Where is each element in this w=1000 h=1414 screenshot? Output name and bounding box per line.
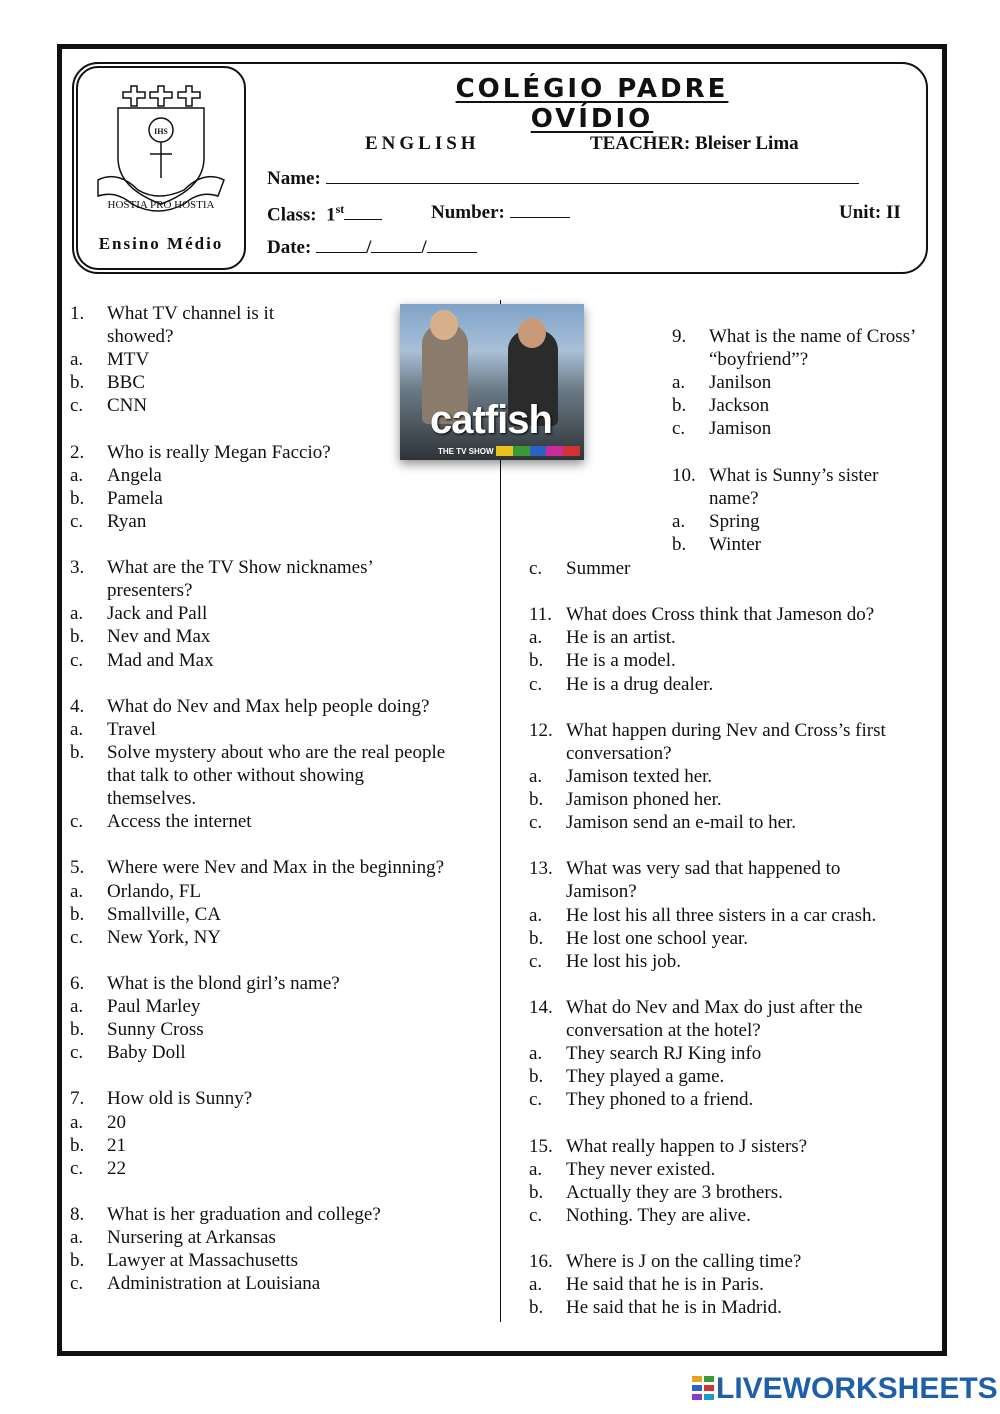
option-letter: a. <box>529 904 543 926</box>
option-letter: b. <box>70 487 85 509</box>
option-text: Smallville, CA <box>107 903 221 925</box>
unit-label: Unit: II <box>839 202 901 223</box>
option-text: that talk to other without showing <box>107 765 365 786</box>
question-number: 10. <box>672 464 696 486</box>
option-letter: b. <box>70 903 85 925</box>
question-text: What do Nev and Max help people doing? <box>107 695 430 717</box>
question-number: 16. <box>529 1251 553 1272</box>
class-row: Class: 1st <box>267 202 382 226</box>
question-text: What are the TV Show nicknames’ <box>107 557 374 579</box>
option-letter: c. <box>529 558 543 579</box>
question-text: What is Sunny’s sister <box>709 464 879 486</box>
name-field[interactable] <box>326 183 859 184</box>
option-text: Mad and Max <box>107 649 214 671</box>
option-text: They never existed. <box>566 1158 716 1180</box>
name-row: Name: <box>267 168 859 190</box>
option-letter: c. <box>70 649 84 671</box>
question-number: 9. <box>672 326 687 347</box>
question-text: What does Cross think that Jameson do? <box>566 604 875 626</box>
option-text: Administration at Louisiana <box>107 1273 321 1295</box>
option-text: He is a drug dealer. <box>566 673 714 695</box>
question-text: conversation? <box>566 742 672 764</box>
option-letter: c. <box>529 673 543 695</box>
option-letter: a. <box>529 627 543 649</box>
option-text: Jamison phoned her. <box>566 789 722 810</box>
option-text: New York, NY <box>107 926 222 948</box>
option-text: He lost one school year. <box>566 927 749 949</box>
option-letter: b. <box>70 741 85 763</box>
question-text: Where is J on the calling time? <box>566 1251 802 1272</box>
liveworksheets-text: LIVEWORKSHEETS <box>716 1372 998 1405</box>
option-letter: a. <box>529 1158 543 1180</box>
color-bar <box>563 446 580 456</box>
question-text: What happen during Nev and Cross’s first <box>566 719 886 741</box>
question-number: 15. <box>529 1135 553 1157</box>
option-text: Paul Marley <box>107 996 201 1017</box>
option-text: Jamison send an e-mail to her. <box>566 812 797 834</box>
question-number: 1. <box>70 303 85 324</box>
option-letter: c. <box>70 1273 84 1295</box>
option-text: Jack and Pall <box>107 603 208 625</box>
question-text: What was very sad that happened to <box>566 858 841 880</box>
question-number: 4. <box>70 695 85 717</box>
liveworksheets-brand <box>692 1372 998 1406</box>
option-letter: c. <box>70 510 84 532</box>
question-number: 3. <box>70 557 85 579</box>
date-year-field[interactable] <box>427 252 477 253</box>
option-text: MTV <box>107 349 150 371</box>
question-text: “boyfriend”? <box>709 349 809 371</box>
option-letter: a. <box>70 349 84 371</box>
option-text: CNN <box>107 395 148 417</box>
option-letter: a. <box>70 880 84 902</box>
question-number: 8. <box>70 1203 85 1225</box>
option-text: 21 <box>107 1134 126 1156</box>
option-text: BBC <box>107 372 146 394</box>
option-text: Orlando, FL <box>107 880 201 902</box>
option-letter: b. <box>529 927 544 949</box>
question-text: What is the blond girl’s name? <box>107 972 340 994</box>
option-letter: b. <box>70 1134 85 1156</box>
option-letter: a. <box>529 1274 543 1296</box>
option-letter: a. <box>70 1111 84 1133</box>
question-text: Where were Nev and Max in the beginning? <box>107 857 445 879</box>
subject-label: ENGLISH <box>365 133 480 154</box>
option-letter: c. <box>70 811 84 833</box>
option-text: He lost his job. <box>566 950 682 972</box>
question-text: What is the name of Cross’ <box>709 326 917 347</box>
school-level: Ensino Médio <box>98 234 224 253</box>
catfish-subtitle: THE TV SHOW <box>438 447 494 456</box>
option-letter: b. <box>529 650 544 672</box>
option-text: Spring <box>709 510 760 532</box>
liveworksheets-icon <box>692 1374 716 1404</box>
catfish-show-image <box>400 304 584 460</box>
crest-icon <box>78 68 244 228</box>
option-letter: b. <box>529 1297 544 1319</box>
option-text: Baby Doll <box>107 1042 186 1064</box>
color-bars <box>496 446 580 456</box>
option-text: 20 <box>107 1111 126 1133</box>
question-text: What TV channel is it <box>107 303 275 324</box>
color-bar <box>496 446 513 456</box>
option-letter: c. <box>529 812 543 834</box>
option-text: Travel <box>107 718 156 740</box>
option-text: Jackson <box>709 395 770 417</box>
option-text: Winter <box>709 533 761 555</box>
option-letter: b. <box>70 372 85 394</box>
motto-text: HOSTIA PRO HOSTIA <box>107 199 215 211</box>
option-letter: c. <box>70 926 84 948</box>
number-row: Number: <box>431 202 570 224</box>
option-letter: b. <box>529 1066 544 1088</box>
option-text: He lost his all three sisters in a car crash. <box>566 904 877 926</box>
option-text: They search RJ King info <box>566 1043 762 1065</box>
option-text: Nursering at Arkansas <box>107 1227 276 1248</box>
number-field[interactable] <box>510 217 570 218</box>
question-text: Jamison? <box>566 881 637 903</box>
option-letter: b. <box>529 1181 544 1203</box>
date-row: Date: / / <box>267 237 477 259</box>
option-letter: a. <box>70 603 84 625</box>
option-letter: a. <box>70 996 84 1017</box>
teacher-label: TEACHER: Bleiser Lima <box>590 133 799 154</box>
question-text: What really happen to J sisters? <box>566 1135 808 1157</box>
question-number: 13. <box>529 858 553 880</box>
question-text: Who is really Megan Faccio? <box>107 441 331 463</box>
option-letter: a. <box>70 464 84 486</box>
option-text: He is an artist. <box>566 627 676 649</box>
option-text: Solve mystery about who are the real people <box>107 741 446 763</box>
option-text: He said that he is in Paris. <box>566 1274 764 1296</box>
question-text: showed? <box>107 326 174 348</box>
option-text: He said that he is in Madrid. <box>566 1297 782 1319</box>
option-text: Lawyer at Massachusetts <box>107 1250 298 1272</box>
catfish-logo-text: catfish <box>430 398 552 442</box>
color-bar <box>546 446 563 456</box>
question-number: 5. <box>70 857 85 879</box>
school-title: COLÉGIO PADRE OVÍDIO <box>455 74 729 134</box>
date-day-field[interactable] <box>316 252 366 253</box>
question-number: 2. <box>70 441 85 463</box>
question-text: What do Nev and Max do just after the <box>566 996 863 1018</box>
option-letter: c. <box>70 395 84 417</box>
question-text: presenters? <box>107 580 193 602</box>
option-letter: b. <box>672 395 687 417</box>
question-text: name? <box>709 487 759 509</box>
option-text: Ryan <box>107 510 147 532</box>
option-letter: c. <box>529 1089 543 1111</box>
option-letter: b. <box>70 626 85 648</box>
color-bar <box>513 446 530 456</box>
question-text: What is her graduation and college? <box>107 1203 381 1225</box>
option-text: He is a model. <box>566 650 676 672</box>
svg-text:IHS: IHS <box>154 127 168 136</box>
question-number: 11. <box>529 604 553 626</box>
option-text: Jamison <box>709 418 772 440</box>
option-text: Janilson <box>709 372 772 394</box>
option-letter: c. <box>70 1157 84 1179</box>
option-letter: a. <box>672 510 686 532</box>
question-number: 14. <box>529 996 553 1018</box>
option-text: Access the internet <box>107 811 252 833</box>
class-field[interactable] <box>344 219 382 220</box>
option-letter: a. <box>529 765 543 787</box>
option-letter: b. <box>70 1019 85 1041</box>
question-number: 7. <box>70 1088 85 1110</box>
option-letter: a. <box>672 372 686 394</box>
option-text: themselves. <box>107 788 197 810</box>
option-text: Sunny Cross <box>107 1019 204 1041</box>
option-letter: c. <box>672 418 686 440</box>
color-bar <box>530 446 547 456</box>
option-text: They played a game. <box>566 1066 725 1088</box>
option-letter: a. <box>529 1043 543 1065</box>
option-letter: b. <box>529 789 544 810</box>
option-letter: b. <box>70 1250 85 1272</box>
option-letter: a. <box>70 1227 84 1248</box>
option-text: Jamison texted her. <box>566 765 713 787</box>
option-text: Nev and Max <box>107 626 211 648</box>
option-text: 22 <box>107 1157 126 1179</box>
option-letter: c. <box>70 1042 84 1064</box>
option-letter: c. <box>529 950 543 972</box>
question-number: 6. <box>70 972 85 994</box>
option-text: They phoned to a friend. <box>566 1089 754 1111</box>
date-month-field[interactable] <box>371 252 421 253</box>
option-text: Actually they are 3 brothers. <box>566 1181 783 1203</box>
question-text: conversation at the hotel? <box>566 1020 761 1041</box>
option-letter: a. <box>70 718 84 740</box>
question-text: How old is Sunny? <box>107 1088 253 1110</box>
option-text: Summer <box>566 558 631 579</box>
question-number: 12. <box>529 719 553 741</box>
option-text: Nothing. They are alive. <box>566 1204 751 1226</box>
option-text: Angela <box>107 464 162 486</box>
option-text: Pamela <box>107 487 163 509</box>
option-letter: b. <box>672 533 687 555</box>
option-letter: c. <box>529 1204 543 1226</box>
